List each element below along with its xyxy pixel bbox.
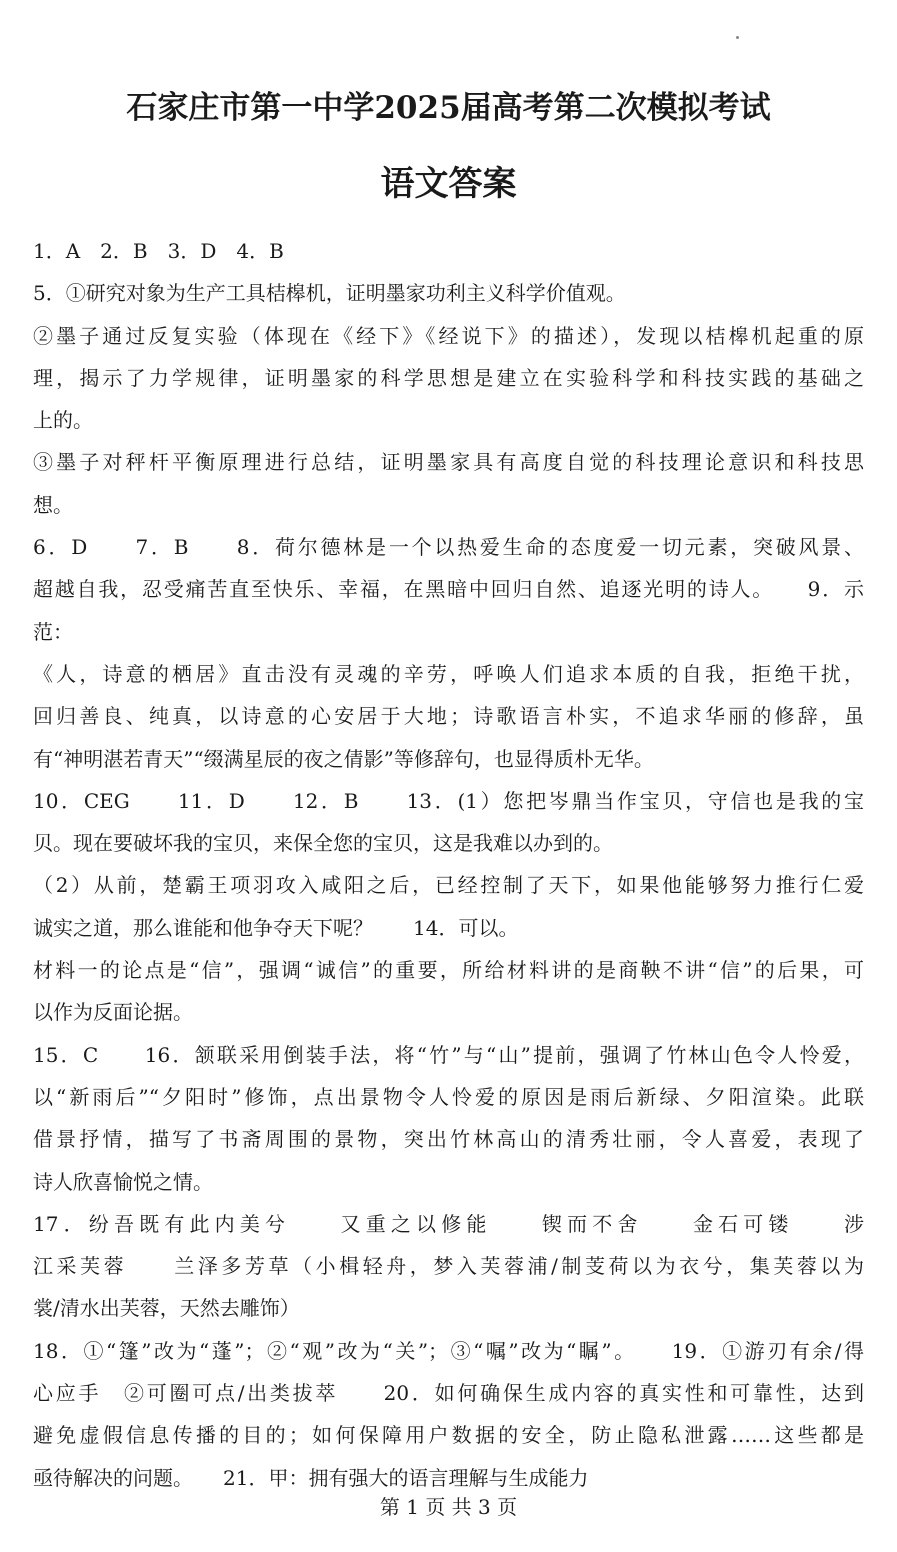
answer-line: 《人，诗意的栖居》直击没有灵魂的辛劳，呼唤人们追求本质的自我，拒绝干扰， (33, 661, 864, 686)
answer-line: 借景抒情，描写了书斋周围的景物，突出竹林高山的清秀壮丽，令人喜爱，表现了 (33, 1127, 864, 1152)
answer-line: 避免虚假信息传播的目的；如何保障用户数据的安全，防止隐私泄露……这些都是 (33, 1423, 864, 1448)
answer-line: 6．D 7．B 8．荷尔德林是一个以热爱生命的态度爱一切元素，突破风景、 (33, 535, 864, 560)
answer-line: 1．A 2．B 3．D 4．B (33, 239, 284, 263)
answer-line: 10．CEG 11．D 12．B 13．(1）您把岑鼎当作宝贝，守信也是我的宝 (33, 788, 864, 813)
answer-line: 18．①“篷”改为“蓬”；②“观”改为“关”；③“嘱”改为“瞩”。 19．①游刃有余/得 (33, 1338, 864, 1363)
answer-line: 有“神明湛若青天”“缀满星辰的夜之倩影”等修辞句，也显得质朴无华。 (33, 746, 654, 771)
answer-line: ②墨子通过反复实验（体现在《经下》《经说下》的描述），发现以桔槔机起重的原 (33, 323, 864, 348)
subject-title: 语文答案 (380, 164, 517, 204)
answer-line: （2）从前，楚霸王项羽攻入咸阳之后，已经控制了天下，如果他能够努力推行仁爱 (33, 873, 864, 898)
answer-line: 材料一的论点是“信”，强调“诚信”的重要，所给材料讲的是商鞅不讲“信”的后果，可 (33, 958, 864, 983)
answer-line: 心应手 ②可圈可点/出类拔萃 20．如何确保生成内容的真实性和可靠性，达到 (33, 1381, 864, 1406)
answer-body (33, 230, 864, 1499)
answer-line: 5．①研究对象为生产工具桔槔机，证明墨家功利主义科学价值观。 (33, 281, 626, 306)
answer-line: ③墨子对秤杆平衡原理进行总结，证明墨家具有高度自觉的科技理论意识和科技思 (33, 450, 864, 475)
answer-line: 诚实之道，那么谁能和他争夺天下呢？ 14．可以。 (33, 915, 519, 940)
answer-line: 诗人欣喜愉悦之情。 (33, 1169, 213, 1194)
page-number: 第 1 页 共 3 页 (379, 1495, 518, 1519)
answer-line: 回归善良、纯真，以诗意的心安居于大地；诗歌语言朴实，不追求华丽的修辞，虽 (33, 704, 864, 729)
answer-line: 江采芙蓉 兰泽多芳草（小楫轻舟，梦入芙蓉浦/制芰荷以为衣兮，集芙蓉以为 (33, 1254, 864, 1279)
answer-line: 亟待解决的问题。 21．甲：拥有强大的语言理解与生成能力 (33, 1465, 589, 1490)
answer-line: 理，揭示了力学规律，证明墨家的科学思想是建立在实验科学和科技实践的基础之 (33, 365, 864, 390)
answer-line: 想。 (33, 492, 73, 517)
answer-line: 17．纷吾既有此内美兮 又重之以修能 锲而不舍 金石可镂 涉 (33, 1211, 864, 1236)
answer-line: 15．C 16．颔联采用倒装手法，将“竹”与“山”提前，强调了竹林山色令人怜爱， (33, 1042, 864, 1067)
answer-line: 以“新雨后”“夕阳时”修饰，点出景物令人怜爱的原因是雨后新绿、夕阳渲染。此联 (33, 1084, 864, 1109)
scan-speck (736, 36, 739, 39)
answer-line: 以作为反面论据。 (33, 1000, 193, 1025)
exam-title: 石家庄市第一中学2025届高考第二次模拟考试 (126, 90, 771, 126)
answer-line: 贝。现在要破坏我的宝贝，来保全您的宝贝，这是我难以办到的。 (33, 831, 613, 856)
answer-line: 裳/清水出芙蓉，天然去雕饰） (33, 1296, 300, 1321)
answer-line: 超越自我，忍受痛苦直至快乐、幸福，在黑暗中回归自然、追逐光明的诗人。 9．示 (33, 577, 864, 602)
answer-line: 上的。 (33, 408, 93, 433)
answer-line: 范： (33, 619, 73, 644)
